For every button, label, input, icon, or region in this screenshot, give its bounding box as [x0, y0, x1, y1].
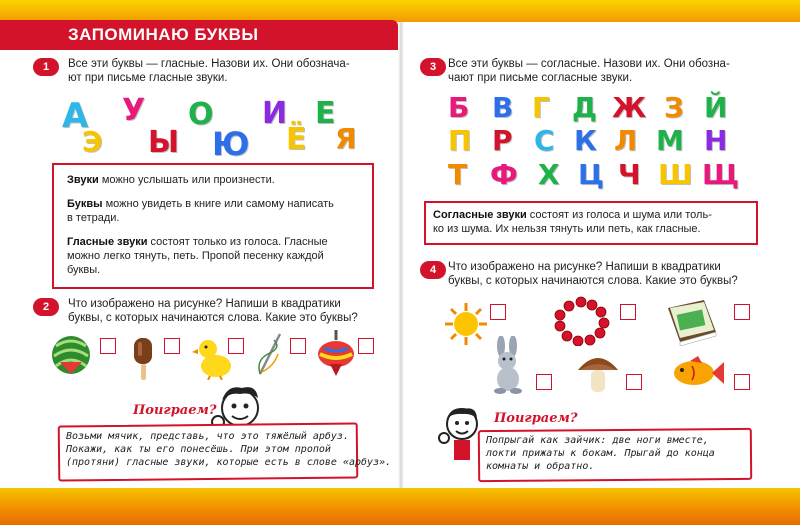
vowel-letter: А	[62, 96, 89, 136]
consonant-letter: С	[534, 124, 555, 157]
consonant-letter: Х	[538, 158, 560, 191]
consonant-letter: Ф	[490, 158, 518, 191]
term-sounds: Звуки	[67, 174, 99, 186]
consonant-letter: З	[664, 91, 684, 124]
info-letters-line2: в тетради.	[67, 212, 120, 224]
info-vowels-line3: буквы.	[67, 264, 101, 276]
beads-icon	[552, 296, 610, 346]
answer-square[interactable]	[734, 304, 750, 320]
info-vowels-line2: можно легко тянуть, петь. Пропой песенку каждой	[67, 250, 324, 262]
vowel-letter: Е	[315, 96, 336, 131]
play-text-line: комнаты и обратно.	[486, 461, 595, 472]
play-text-line: локти прижаты к бокам. Прыгай до конца	[486, 448, 715, 459]
consonant-letter: Щ	[702, 158, 740, 191]
info-text: можно увидеть в книге или самому написать	[102, 198, 334, 210]
answer-square[interactable]	[164, 338, 180, 354]
term-vowel-sounds: Гласные звуки	[67, 236, 148, 248]
info-sounds-line	[67, 173, 275, 187]
hare-icon	[490, 336, 526, 394]
watermelon-icon	[50, 334, 92, 376]
play-label: Поиграем?	[494, 411, 578, 426]
info-consonants-line1	[433, 208, 712, 222]
task-1-text-line1: Все эти буквы — гласные. Назови их. Они обознача-	[68, 58, 350, 70]
answer-square[interactable]	[626, 374, 642, 390]
play-text-line: (протяни) гласные звуки, которые есть в слове «арбуз».	[66, 457, 392, 468]
task-2-number: 2	[33, 298, 59, 316]
consonant-letter: Т	[448, 158, 468, 191]
vowel-letter: Э	[82, 125, 103, 158]
info-text: состоят только из голоса. Гласные	[147, 236, 328, 248]
info-text: можно услышать или произнести.	[98, 174, 275, 186]
consonant-letter: Ж	[612, 91, 647, 124]
vowel-letter: Ю	[212, 125, 250, 163]
consonant-letter: Д	[572, 91, 597, 124]
vowel-letter: Ы	[148, 125, 180, 160]
consonant-letter: В	[492, 91, 514, 124]
info-letters-line1	[67, 197, 334, 211]
task-3-number: 3	[420, 58, 446, 76]
needle-icon	[254, 330, 286, 378]
header	[0, 0, 800, 50]
ice-cream-icon	[128, 334, 158, 382]
task-1-number: 1	[33, 58, 59, 76]
consonant-letter: Б	[448, 91, 470, 124]
task-3-text-line2: чают при письме согласные звуки.	[448, 72, 633, 84]
bottom-band	[0, 488, 800, 525]
consonant-letter: Р	[492, 124, 513, 157]
answer-square[interactable]	[536, 374, 552, 390]
play-text-line: Попрыгай как зайчик: две ноги вместе,	[486, 435, 709, 446]
fish-icon	[670, 356, 724, 390]
answer-square[interactable]	[490, 304, 506, 320]
consonant-letter: Й	[704, 91, 728, 124]
consonant-letter: Н	[704, 124, 728, 157]
vowel-letter: У	[122, 93, 146, 128]
term-consonant-sounds: Согласные звуки	[433, 209, 527, 221]
consonant-letter: Ц	[578, 158, 604, 191]
task-2-text-line1: Что изображено на рисунке? Напиши в квадратики	[68, 298, 341, 310]
answer-square[interactable]	[734, 374, 750, 390]
answer-square[interactable]	[358, 338, 374, 354]
task-4-text-line1: Что изображено на рисунке? Напиши в квадратики	[448, 261, 721, 273]
vowel-letter: О	[188, 97, 214, 132]
spinning-top-icon	[316, 330, 356, 378]
page-fold	[398, 0, 404, 525]
vowel-letter: Я	[335, 122, 357, 155]
consonant-letter: П	[448, 124, 472, 157]
consonant-letter: М	[656, 124, 684, 157]
sun-icon	[444, 302, 488, 346]
mushroom-icon	[574, 350, 622, 394]
consonant-letter: К	[574, 124, 597, 157]
answer-square[interactable]	[290, 338, 306, 354]
vowel-letter: И	[262, 96, 288, 131]
info-text: состоят из голоса и шума или толь-	[526, 209, 712, 221]
play-text-line: Покажи, как ты его понесёшь. При этом пропой	[66, 444, 331, 455]
answer-square[interactable]	[620, 304, 636, 320]
info-consonants-line2: ко из шума. Их нельзя тянуть или петь, как гласные.	[433, 223, 701, 235]
page-title: ЗАПОМИНАЮ БУКВЫ	[68, 25, 259, 44]
task-4-text-line2: буквы, с которых начинаются слова. Какие это буквы?	[448, 275, 738, 287]
consonant-letter: Г	[532, 91, 550, 124]
task-3-text-line1: Все эти буквы — согласные. Назови их. Они обозна-	[448, 58, 730, 70]
header-top-band	[0, 0, 800, 22]
term-letters: Буквы	[67, 198, 103, 210]
play-text-line: Возьми мячик, представь, что это тяжёлый арбуз.	[66, 431, 349, 442]
vowel-letter: Ё	[286, 122, 307, 157]
task-2-text-line2: буквы, с которых начинаются слова. Какие это буквы?	[68, 312, 358, 324]
book-icon	[664, 298, 720, 346]
task-1-text-line2: ют при письме гласные звуки.	[68, 72, 228, 84]
play-label: Поиграем?	[133, 403, 217, 418]
task-4-number: 4	[420, 261, 446, 279]
answer-square[interactable]	[228, 338, 244, 354]
info-vowels-line1	[67, 235, 328, 249]
consonant-letter: Ш	[658, 158, 693, 191]
answer-square[interactable]	[100, 338, 116, 354]
consonant-letter: Ч	[618, 158, 641, 191]
consonant-letter: Л	[614, 124, 638, 157]
